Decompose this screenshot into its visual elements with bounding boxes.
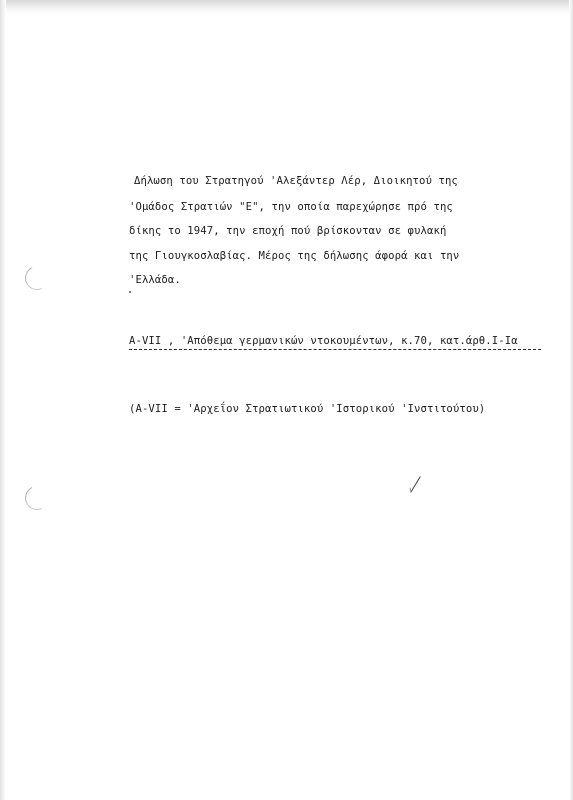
punch-hole-mark — [22, 483, 53, 514]
paragraph-line: της Γιουγκοσλαβίας. Μέρος της δήλωσης άφορά και την — [129, 250, 460, 262]
paragraph-line: 'Ομάδος Στρατιών "Ε", την οποία παρεχώρησε πρό της — [129, 201, 453, 213]
page-left-shadow — [0, 0, 6, 800]
punch-hole-mark — [22, 263, 53, 294]
abbreviation-legend: (Α-VII = 'Αρχεΐον Στρατιωτικού 'Ιστορικού 'Ινστιτούτου) — [129, 403, 486, 415]
page-top-shadow — [0, 0, 573, 14]
paragraph-line: 'Ελλάδα. — [129, 274, 181, 286]
paragraph-line: δίκης το 1947, την εποχή πού βρίσκονταν σε φυλακή — [129, 225, 447, 237]
dashed-underline — [129, 349, 541, 350]
pencil-tick-mark — [408, 476, 422, 494]
paragraph-line: Δήλωση του Στρατηγού 'Αλεξάντερ Λέρ, Διοικητού της — [134, 175, 458, 187]
ink-dot — [129, 291, 131, 293]
archive-reference: Α-VII , 'Απόθεμα γερμανικών ντοκουμέντων, κ.70, κατ.άρθ.Ι-Ια — [129, 335, 518, 347]
page-right-shadow — [569, 0, 573, 800]
